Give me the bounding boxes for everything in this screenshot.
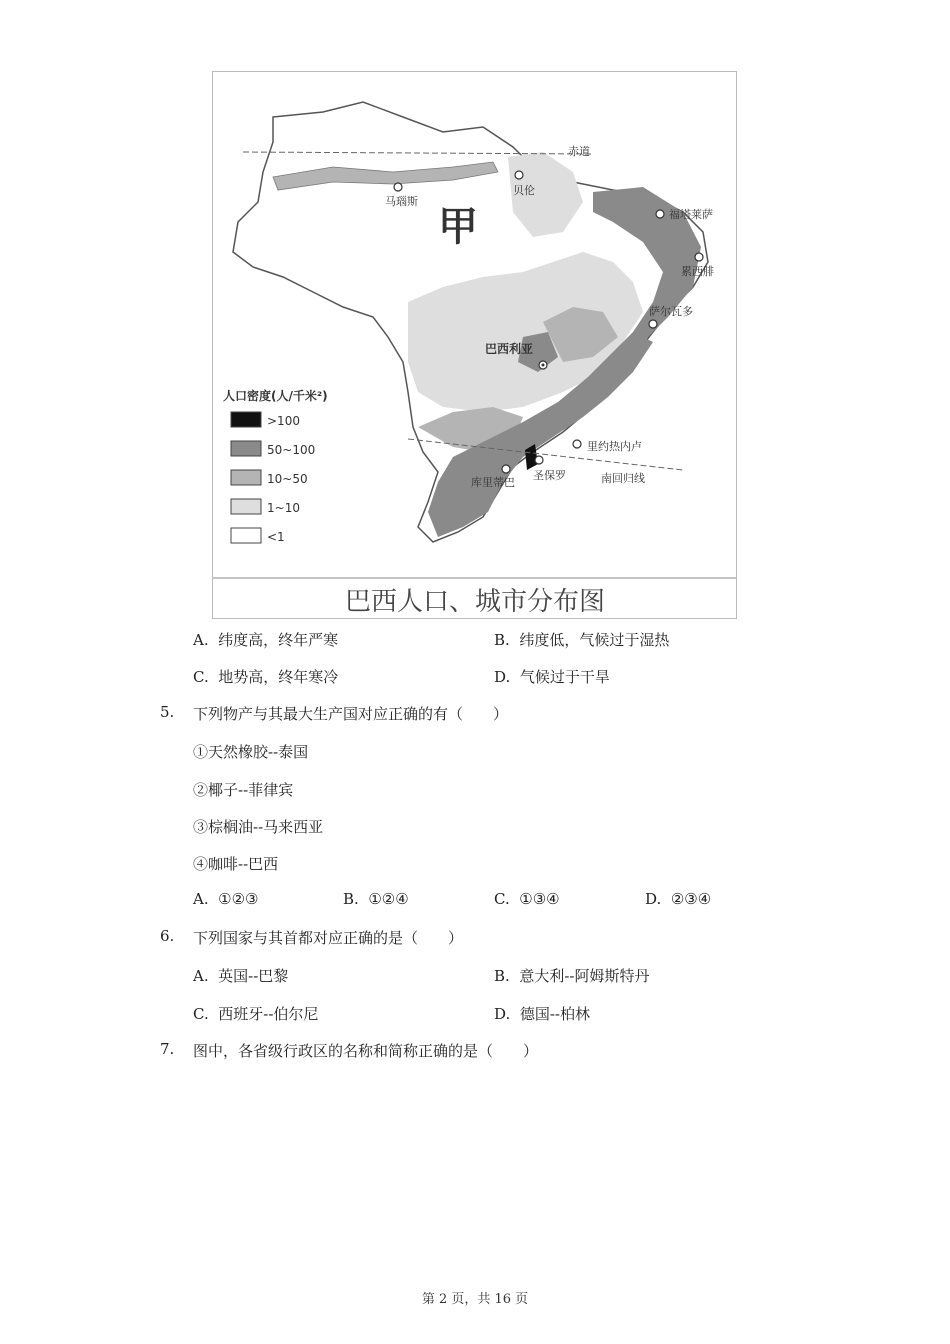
- map-legend: [223, 388, 328, 544]
- city-label-curitiba: 库里蒂巴: [471, 476, 515, 489]
- city-label-recife: 累西腓: [681, 265, 714, 278]
- option-letter: C.: [494, 890, 510, 908]
- option-text: 德国--柏林: [519, 1005, 590, 1023]
- legend-item-under-1: [231, 528, 285, 544]
- q5-option-d[interactable]: [645, 890, 711, 908]
- legend-item-10-50: [231, 470, 308, 486]
- q6-option-d[interactable]: [494, 1003, 590, 1024]
- option-text: ②③④: [670, 890, 712, 908]
- city-dot-recife: [695, 253, 703, 261]
- city-dot-sao-paulo: [535, 456, 543, 464]
- option-text: 气候过于干旱: [519, 668, 610, 686]
- legend-swatch: [231, 528, 261, 543]
- q5-item-1: ①天然橡胶--泰国: [193, 743, 309, 761]
- option-text: 纬度高，终年严寒: [218, 631, 339, 649]
- equator-label: 赤道: [568, 145, 590, 158]
- option-letter: B.: [494, 967, 510, 985]
- option-text: 意大利--阿姆斯特丹: [519, 967, 650, 985]
- city-label-sao-paulo: 圣保罗: [533, 469, 566, 482]
- q6-number: 6.: [160, 927, 175, 945]
- legend-item-50-100: [231, 441, 315, 457]
- city-dot-curitiba: [502, 465, 510, 473]
- option-letter: C.: [193, 1005, 209, 1023]
- option-text: 纬度低，气候过于湿热: [519, 631, 670, 649]
- legend-label: 50~100: [267, 443, 316, 457]
- option-letter: A.: [193, 967, 209, 985]
- q4-option-d[interactable]: [494, 666, 610, 687]
- legend-title: 人口密度(人/千米²): [223, 389, 328, 403]
- option-letter: A.: [193, 890, 209, 908]
- tropic-label: 南回归线: [601, 472, 645, 485]
- option-text: ①②③: [218, 890, 259, 908]
- page-footer: 第 2 页，共 16 页: [421, 1292, 529, 1307]
- city-label-rio: 里约热内卢: [587, 440, 642, 453]
- q6-stem: 下列国家与其首都对应正确的是（ ）: [193, 929, 464, 947]
- option-text: 地势高，终年寒冷: [218, 668, 339, 686]
- q5-stem: 下列物产与其最大生产国对应正确的有（ ）: [193, 705, 509, 723]
- city-dot-fortaleza: [656, 210, 664, 218]
- q5-item-4: ④咖啡--巴西: [193, 855, 279, 873]
- legend-label: 10~50: [267, 472, 308, 486]
- region-mark-jia: 甲: [438, 204, 478, 250]
- q6-option-b[interactable]: [494, 965, 649, 986]
- option-letter: B.: [343, 890, 359, 908]
- option-letter: B.: [494, 631, 510, 649]
- city-label-fortaleza: 福塔莱萨: [669, 208, 713, 221]
- q4-option-b[interactable]: [494, 629, 669, 650]
- option-text: 西班牙--伯尔尼: [218, 1005, 319, 1023]
- city-dot-salvador: [649, 320, 657, 328]
- option-letter: D.: [494, 1005, 511, 1023]
- capital-center-dot: [542, 364, 545, 367]
- q4-option-c[interactable]: [193, 666, 338, 687]
- option-letter: D.: [494, 668, 511, 686]
- city-dot-belem: [515, 171, 523, 179]
- city-label-salvador: 萨尔瓦多: [649, 305, 693, 318]
- q7-number: 7.: [160, 1040, 175, 1058]
- q4-option-a[interactable]: [193, 629, 338, 650]
- legend-item-1-10: [231, 499, 300, 515]
- option-letter: D.: [645, 890, 662, 908]
- q5-item-3: ③棕榈油--马来西亚: [193, 818, 324, 836]
- city-label-belem: 贝伦: [513, 184, 535, 197]
- q6-option-c[interactable]: [193, 1003, 318, 1024]
- option-letter: C.: [193, 668, 209, 686]
- q5-option-a[interactable]: [193, 890, 259, 908]
- city-dot-manaus: [394, 183, 402, 191]
- city-dot-rio: [573, 440, 581, 448]
- legend-swatch: [231, 499, 261, 514]
- legend-item-over-100: [231, 412, 300, 428]
- legend-label: <1: [267, 530, 285, 544]
- q6-option-a[interactable]: [193, 965, 288, 986]
- q5-option-b[interactable]: [343, 890, 409, 908]
- q7-stem: 图中，各省级行政区的名称和简称正确的是（ ）: [193, 1042, 539, 1060]
- q5-number: 5.: [160, 703, 175, 721]
- option-text: 英国--巴黎: [218, 967, 289, 985]
- map-graphic: [213, 72, 736, 618]
- q5-option-c[interactable]: [494, 890, 560, 908]
- legend-swatch: [231, 441, 261, 456]
- legend-swatch: [231, 470, 261, 485]
- option-text: ①②④: [368, 890, 409, 908]
- option-text: ①③④: [519, 890, 560, 908]
- map-title: 巴西人口、城市分布图: [344, 587, 606, 617]
- city-label-brasilia: 巴西利亚: [485, 342, 534, 356]
- q5-item-2: ②椰子--菲律宾: [193, 781, 294, 799]
- legend-swatch: [231, 412, 261, 427]
- legend-label: 1~10: [267, 501, 300, 515]
- legend-label: >100: [267, 414, 300, 428]
- brazil-population-map: [212, 71, 737, 619]
- option-letter: A.: [193, 631, 209, 649]
- city-label-manaus: 马瑙斯: [385, 195, 418, 208]
